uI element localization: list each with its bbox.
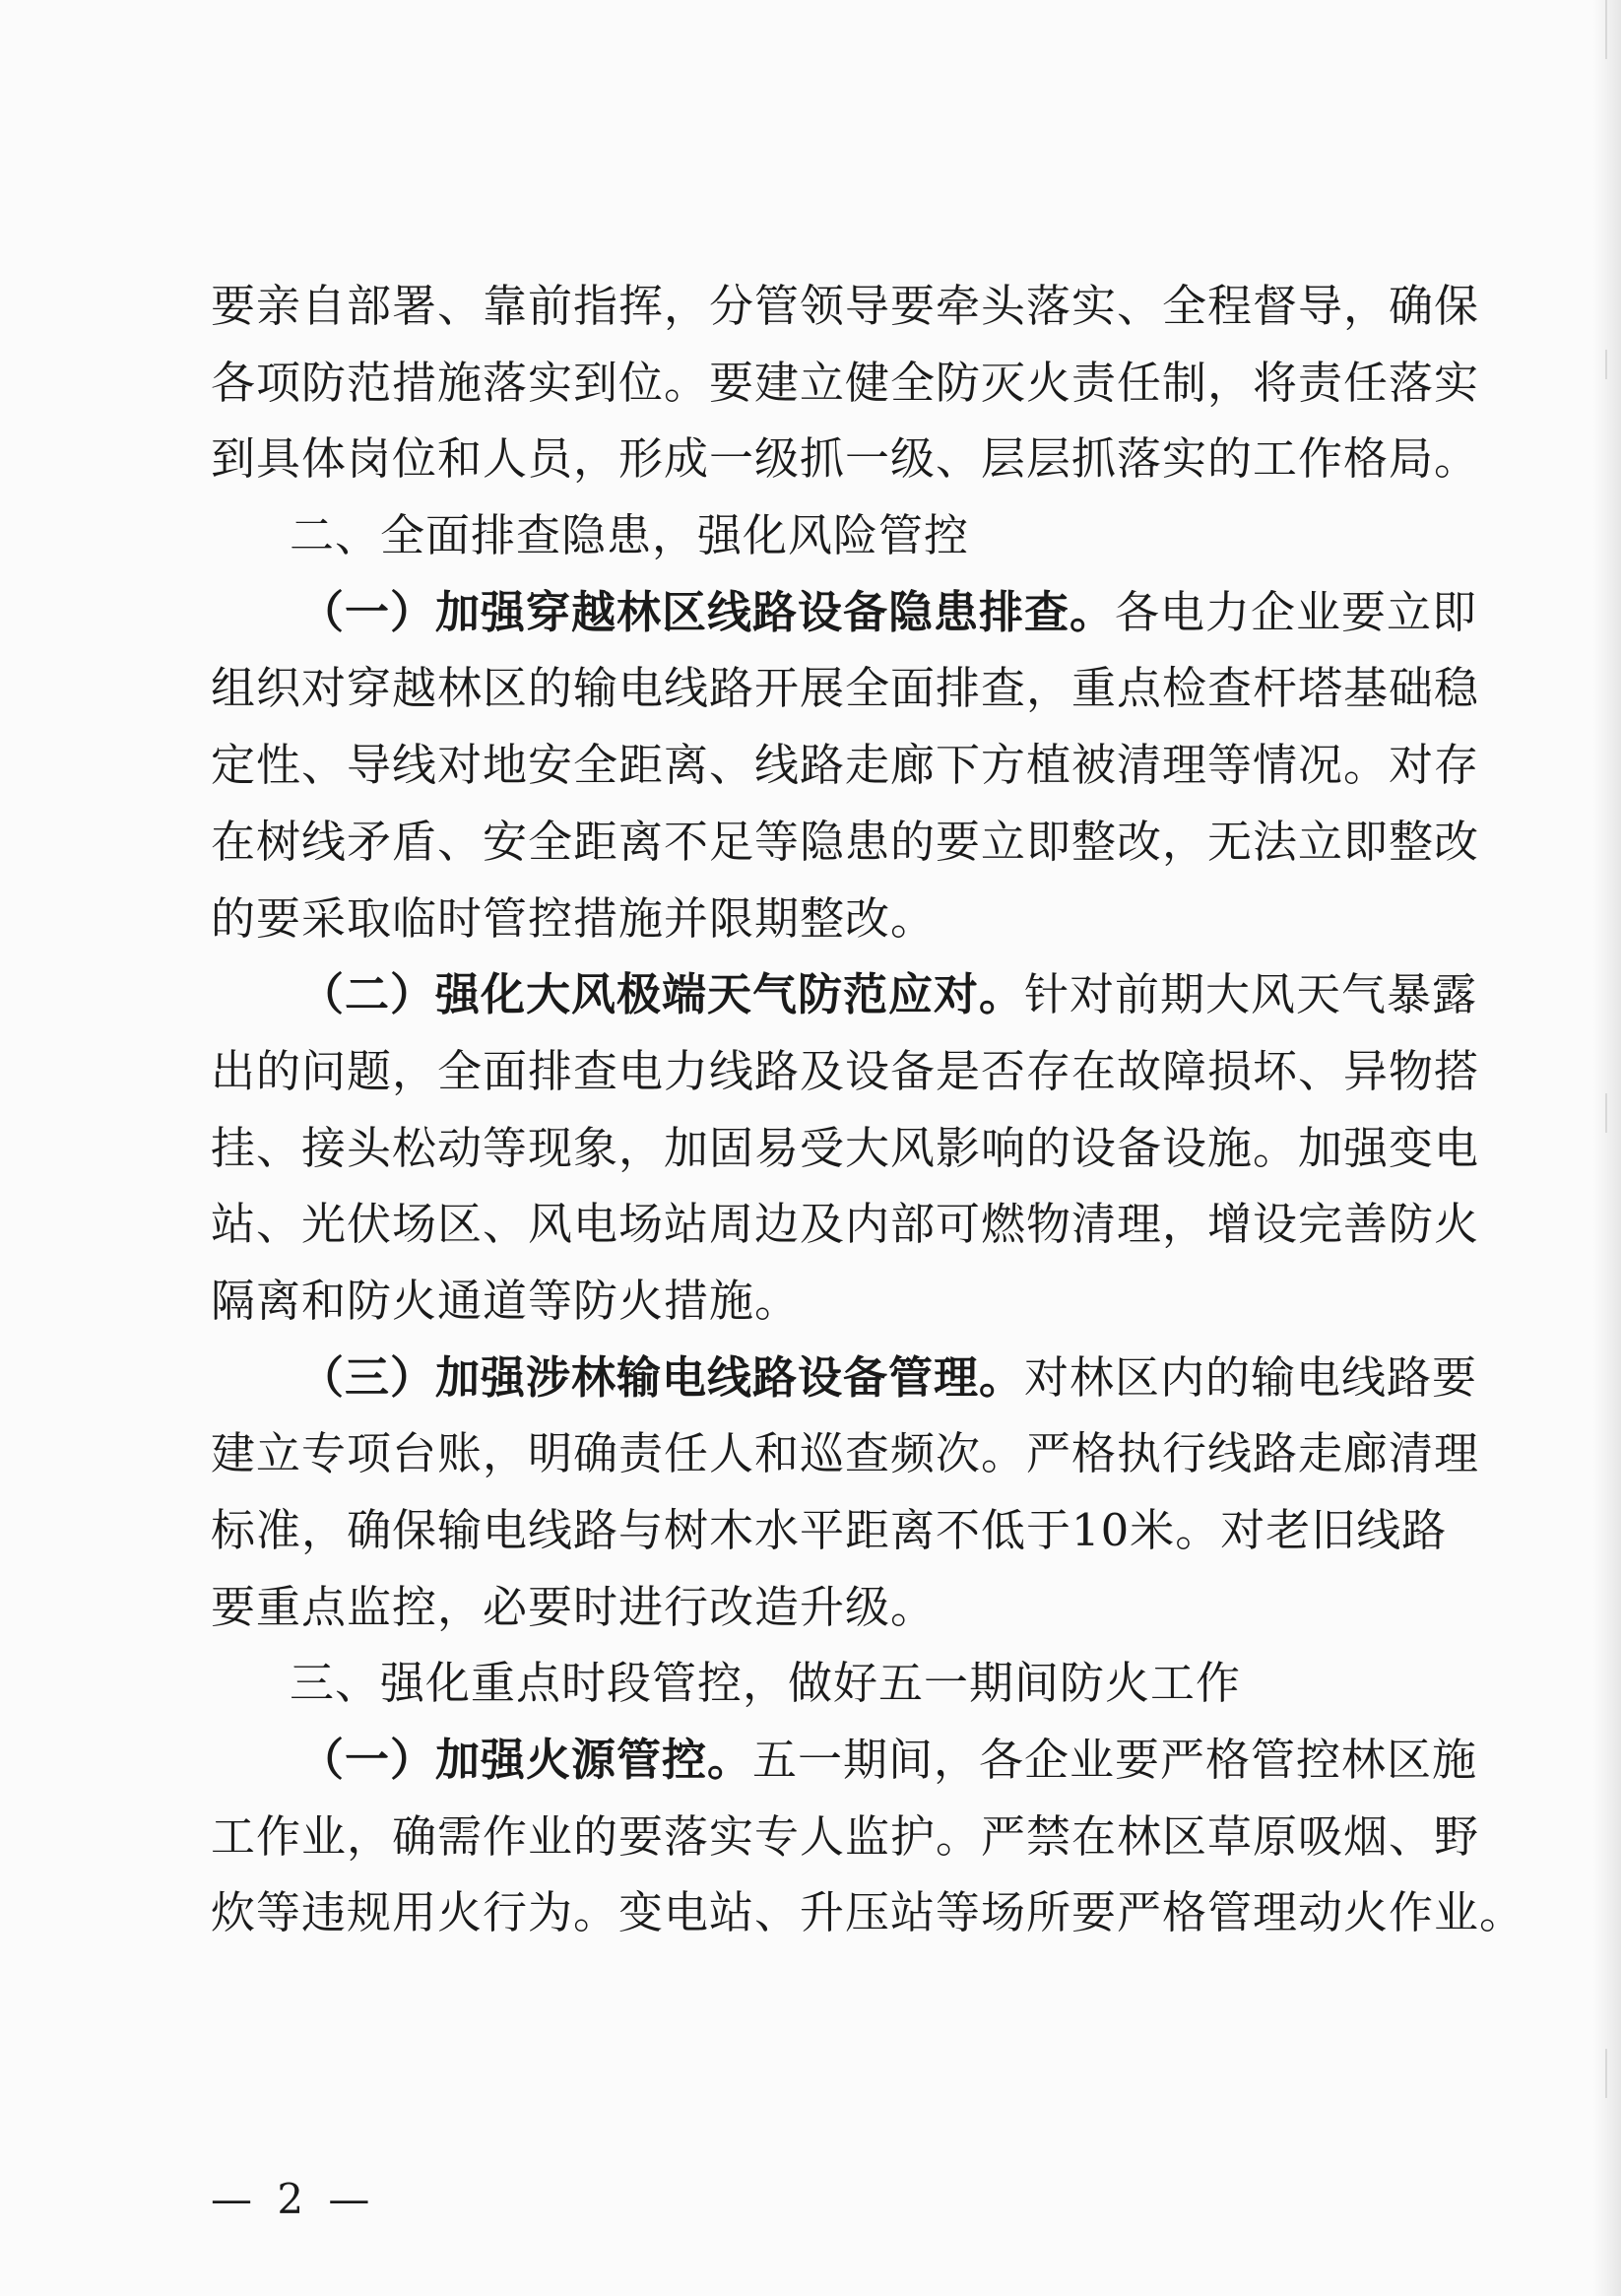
section-heading: 二、全面排查隐患，强化风险管控 bbox=[290, 509, 970, 562]
body-text-line: 标准，确保输电线路与树木水平距离不低于10米。对老旧线路 bbox=[211, 1504, 1448, 1556]
body-text-line: 组织对穿越林区的输电线路开展全面排查，重点检查杆塔基础稳 bbox=[211, 662, 1480, 715]
body-text-line: 建立专项台账，明确责任人和巡查频次。严格执行线路走廊清理 bbox=[211, 1427, 1480, 1480]
scan-mark bbox=[1605, 1093, 1607, 1133]
body-text-line: 在树线矛盾、安全距离不足等隐患的要立即整改，无法立即整改 bbox=[211, 815, 1480, 868]
body-text-line: 工作业，确需作业的要落实专人监护。严禁在林区草原吸烟、野 bbox=[211, 1809, 1480, 1863]
body-text-line: 到具体岗位和人员，形成一级抓一级、层层抓落实的工作格局。 bbox=[211, 432, 1480, 486]
body-text-line: 挂、接头松动等现象，加固易受大风影响的设备设施。加强变电 bbox=[211, 1121, 1480, 1174]
scan-edge bbox=[1593, 0, 1621, 2296]
document-body bbox=[211, 268, 1525, 1951]
body-text-line: 要重点监控，必要时进行改造升级。 bbox=[211, 1580, 937, 1633]
body-text-line: 各项防范措施落实到位。要建立健全防灭火责任制，将责任落实 bbox=[211, 356, 1480, 409]
subsection-title: （三）加强涉林输电线路设备管理。 bbox=[299, 1350, 1025, 1404]
body-text-line: 出的问题，全面排查电力线路及设备是否存在故障损坏、异物搭 bbox=[211, 1044, 1480, 1097]
subsection-first-line bbox=[211, 574, 1478, 651]
body-text: 针对前期大风天气暴露 bbox=[1024, 968, 1478, 1021]
body-text-line: 的要采取临时管控措施并限期整改。 bbox=[211, 891, 937, 945]
subsection-title: （二）强化大风极端天气防范应对。 bbox=[299, 968, 1025, 1021]
body-text: 各电力企业要立即 bbox=[1115, 585, 1478, 638]
subsection-first-line bbox=[211, 1722, 1478, 1799]
subsection-title: （一）加强火源管控。 bbox=[299, 1734, 753, 1787]
body-text: 对林区内的输电线路要 bbox=[1024, 1350, 1478, 1404]
body-text-line: 站、光伏场区、风电场站周边及内部可燃物清理，增设完善防火 bbox=[211, 1198, 1480, 1251]
page-number: — 2 — bbox=[211, 2175, 376, 2223]
section-heading: 三、强化重点时段管控，做好五一期间防火工作 bbox=[290, 1657, 1242, 1710]
body-text-line: 隔离和防火通道等防火措施。 bbox=[211, 1274, 801, 1327]
body-text-line: 定性、导线对地安全距离、线路走廊下方植被清理等情况。对存 bbox=[211, 739, 1480, 792]
scan-mark bbox=[1605, 350, 1607, 379]
body-text-line: 要亲自部署、靠前指挥，分管领导要牵头落实、全程督导，确保 bbox=[211, 280, 1480, 332]
body-text-line: 炊等违规用火行为。变电站、升压站等场所要严格管理动火作业。 bbox=[211, 1886, 1525, 1939]
scan-mark bbox=[1605, 2049, 1607, 2098]
subsection-title: （一）加强穿越林区线路设备隐患排查。 bbox=[299, 585, 1116, 638]
subsection-first-line bbox=[211, 956, 1478, 1033]
subsection-first-line bbox=[211, 1340, 1478, 1416]
body-text: 五一期间，各企业要严格管控林区施 bbox=[752, 1734, 1478, 1787]
scan-mark bbox=[1605, 0, 1607, 59]
